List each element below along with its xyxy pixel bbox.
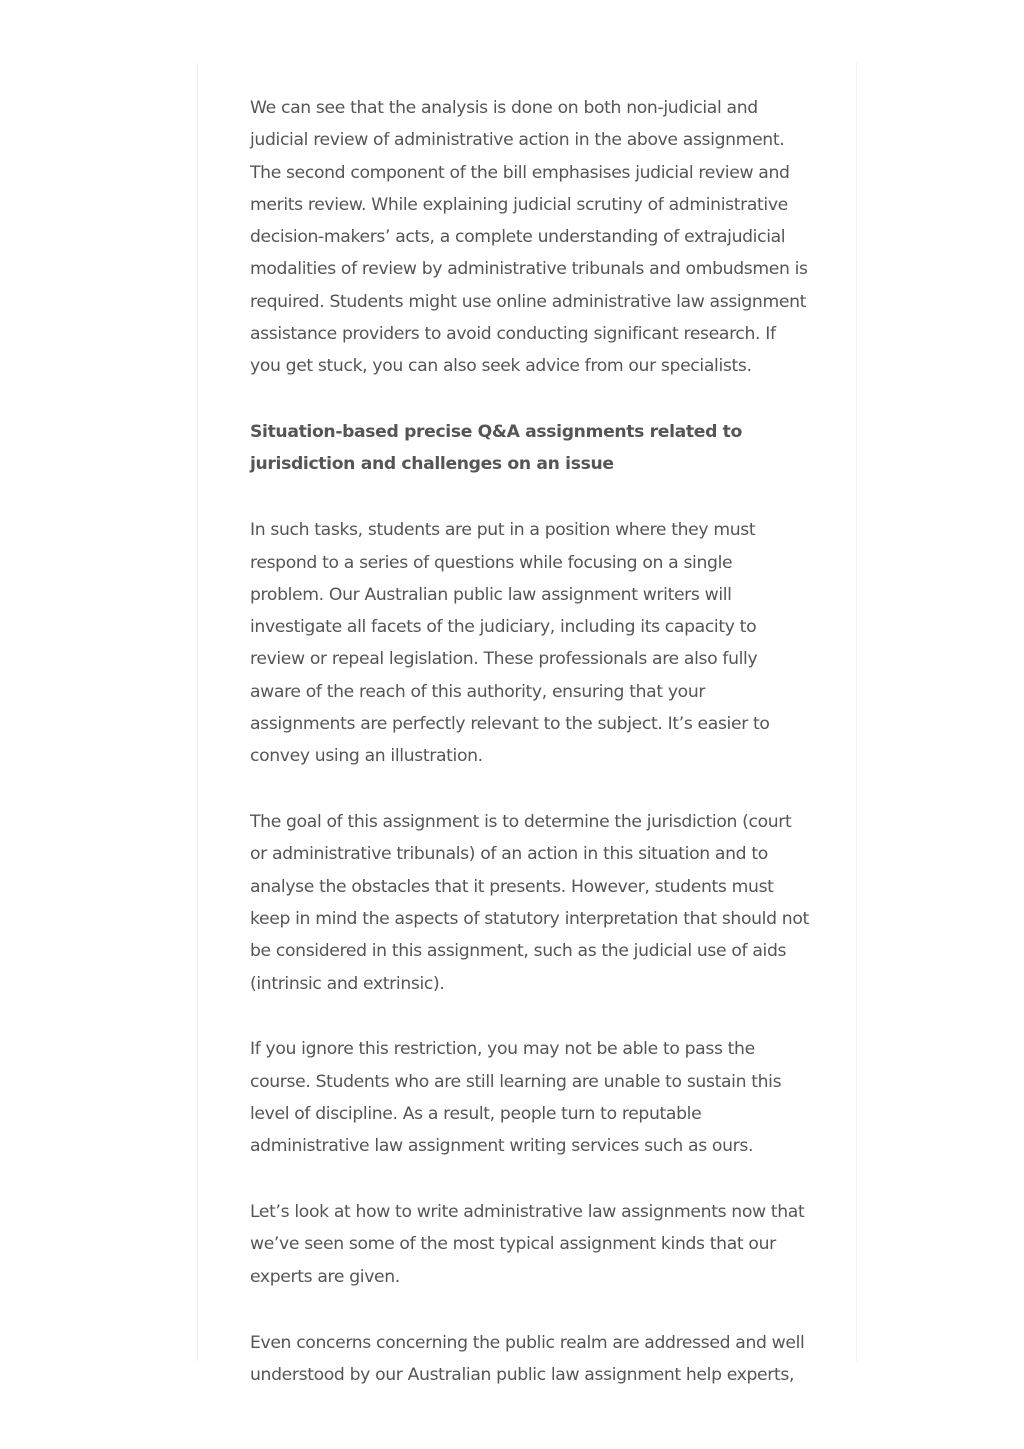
paragraph-goal: The goal of this assignment is to determine the jurisdiction (court or administrative tribunals) of an action in this situation and to analyse the obstacles that it presents. However, students must keep in mind the aspects of statutory interpretation that should not be considered in this assignment, such as the judicial use of aids (intrinsic and extrinsic).	[250, 812, 809, 994]
paragraph-public-realm: Even concerns concerning the public realm are addressed and well understood by our Australian public law assignment help experts,	[250, 1332, 805, 1385]
article-card	[197, 62, 857, 1385]
section-heading: Situation-based precise Q&A assignments related to jurisdiction and challenges on an issue	[250, 422, 742, 475]
paragraph-tasks: In such tasks, students are put in a position where they must respond to a series of questions while focusing on a single problem. Our Australian public law assignment writers will investigate all facets of the judiciary, including its capacity to review or repeal legislation. These professionals are also fully aware of the reach of this authority, ensuring that your assignments are perfectly relevant to the subject. It’s easier to convey using an illustration.	[250, 520, 770, 767]
article-body	[250, 92, 810, 1425]
paragraph-review-analysis: We can see that the analysis is done on both non-judicial and judicial review of administrative action in the above assignment. The second component of the bill emphasises judicial review and merits review. While explaining judicial scrutiny of administrative decision-makers’ acts, a complete understanding of extrajudicial modalities of review by administrative tribunals and ombudsmen is required. Students might use online administrative law assignment assistance providers to avoid conducting significant research. If you get stuck, you can also seek advice from our specialists.	[250, 98, 808, 377]
paragraph-how-to-write: Let’s look at how to write administrative law assignments now that we’ve seen some of the most typical assignment kinds that our experts are given.	[250, 1202, 805, 1287]
paragraph-restriction: If you ignore this restriction, you may not be able to pass the course. Students who are still learning are unable to sustain this level of discipline. As a result, people turn to reputable administrative law assignment writing services such as ours.	[250, 1039, 782, 1157]
